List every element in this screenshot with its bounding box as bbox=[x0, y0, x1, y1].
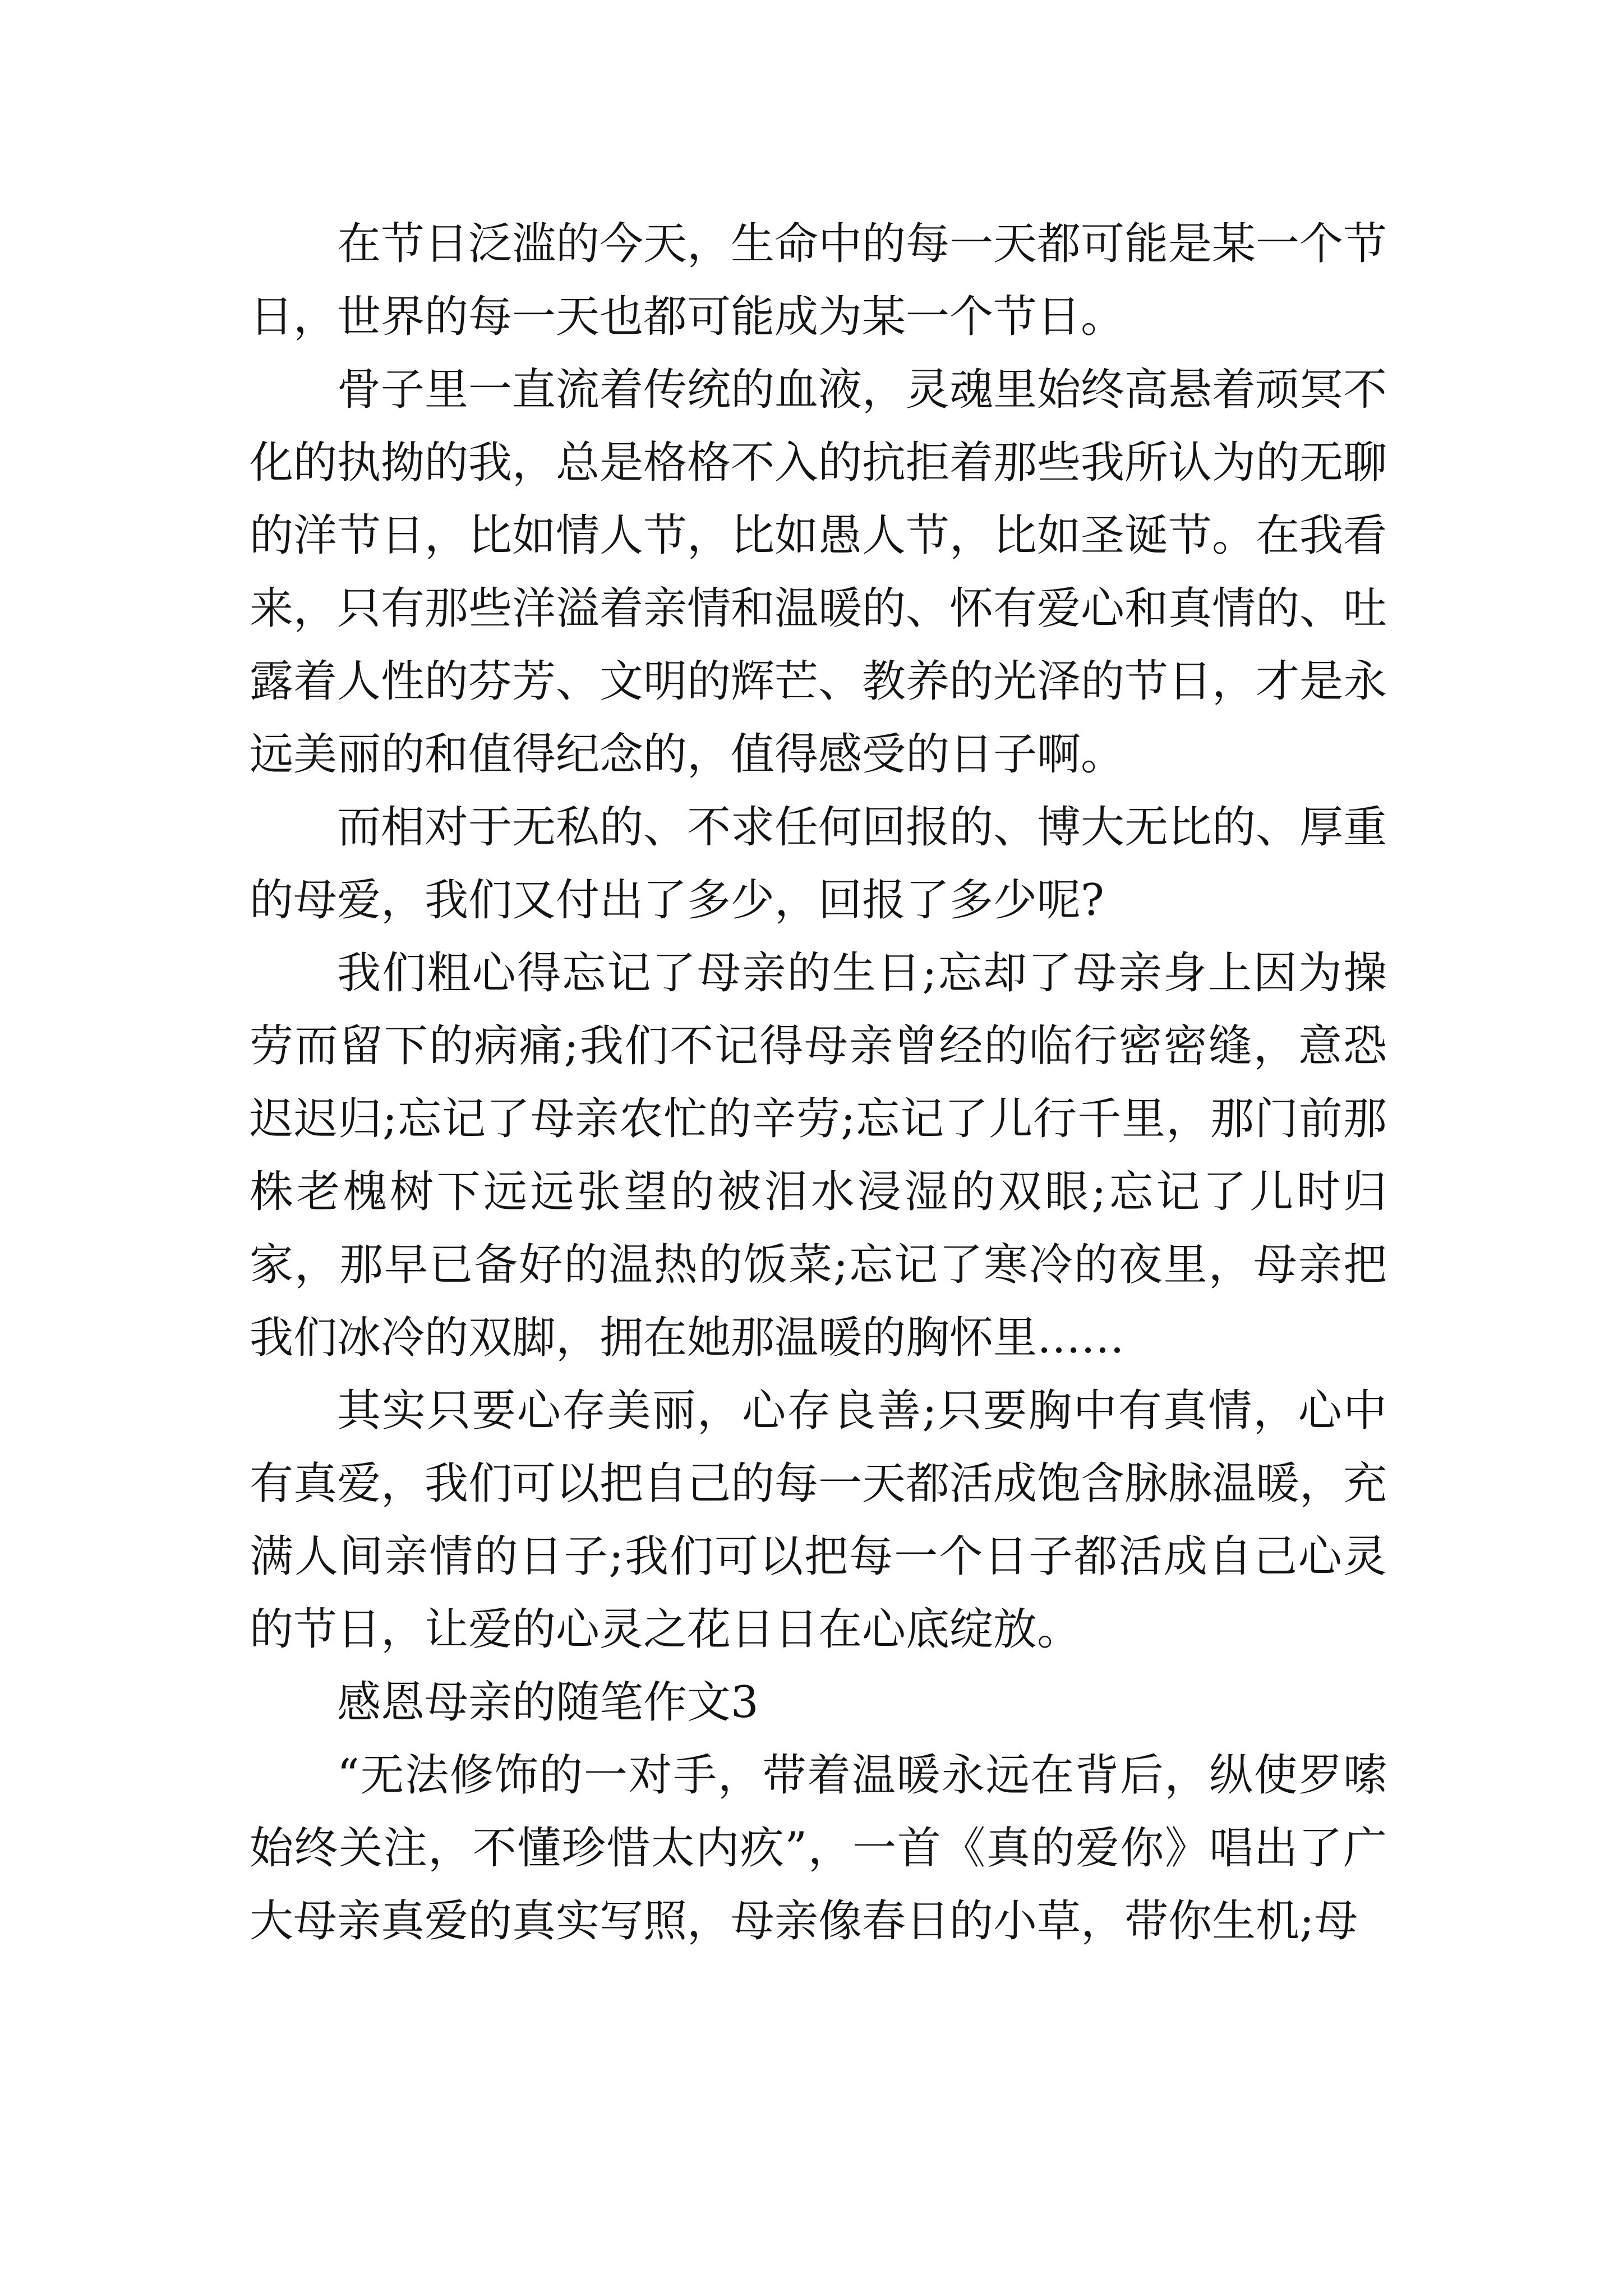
paragraph: 在节日泛滥的今天，生命中的每一天都可能是某一个节日，世界的每一天也都可能成为某一个节日。 bbox=[250, 219, 1387, 342]
paragraph: 我们粗心得忘记了母亲的生日;忘却了母亲身上因为操劳而留下的病痛;我们不记得母亲曾经的临行密密缝，意恐迟迟归;忘记了母亲农忙的辛劳;忘记了儿行千里，那门前那株老槐树下远远张望的被泪水浸湿的双眼;忘记了儿时归家，那早已备好的温热的饭菜;忘记了寒冷的夜里，母亲把我们冰冷的双脚，拥在她那温暖的胸怀里…… bbox=[250, 948, 1387, 1363]
paragraph: “无法修饰的一对手，带着温暖永远在背后，纵使罗嗦始终关注，不懂珍惜太内疚”，一首《真的爱你》唱出了广大母亲真爱的真实写照，母亲像春日的小草，带你生机;母 bbox=[250, 1750, 1387, 1947]
paragraph: 而相对于无私的、不求任何回报的、博大无比的、厚重的母爱，我们又付出了多少，回报了多少呢? bbox=[250, 802, 1387, 926]
section-heading: 感恩母亲的随笔作文3 bbox=[337, 1677, 759, 1728]
paragraph: 其实只要心存美丽，心存良善;只要胸中有真情，心中有真爱，我们可以把自己的每一天都活成饱含脉脉温暖，充满人间亲情的日子;我们可以把每一个日子都活成自己心灵的节日，让爱的心灵之花日日在心底绽放。 bbox=[250, 1386, 1387, 1655]
document-body bbox=[250, 208, 1387, 1958]
paragraph: 骨子里一直流着传统的血液，灵魂里始终高悬着顽冥不化的执拗的我，总是格格不入的抗拒着那些我所认为的无聊的洋节日，比如情人节，比如愚人节，比如圣诞节。在我看来，只有那些洋溢着亲情和温暖的、怀有爱心和真情的、吐露着人性的芬芳、文明的辉芒、教养的光泽的节日，才是永远美丽的和值得纪念的，值得感受的日子啊。 bbox=[250, 365, 1387, 780]
